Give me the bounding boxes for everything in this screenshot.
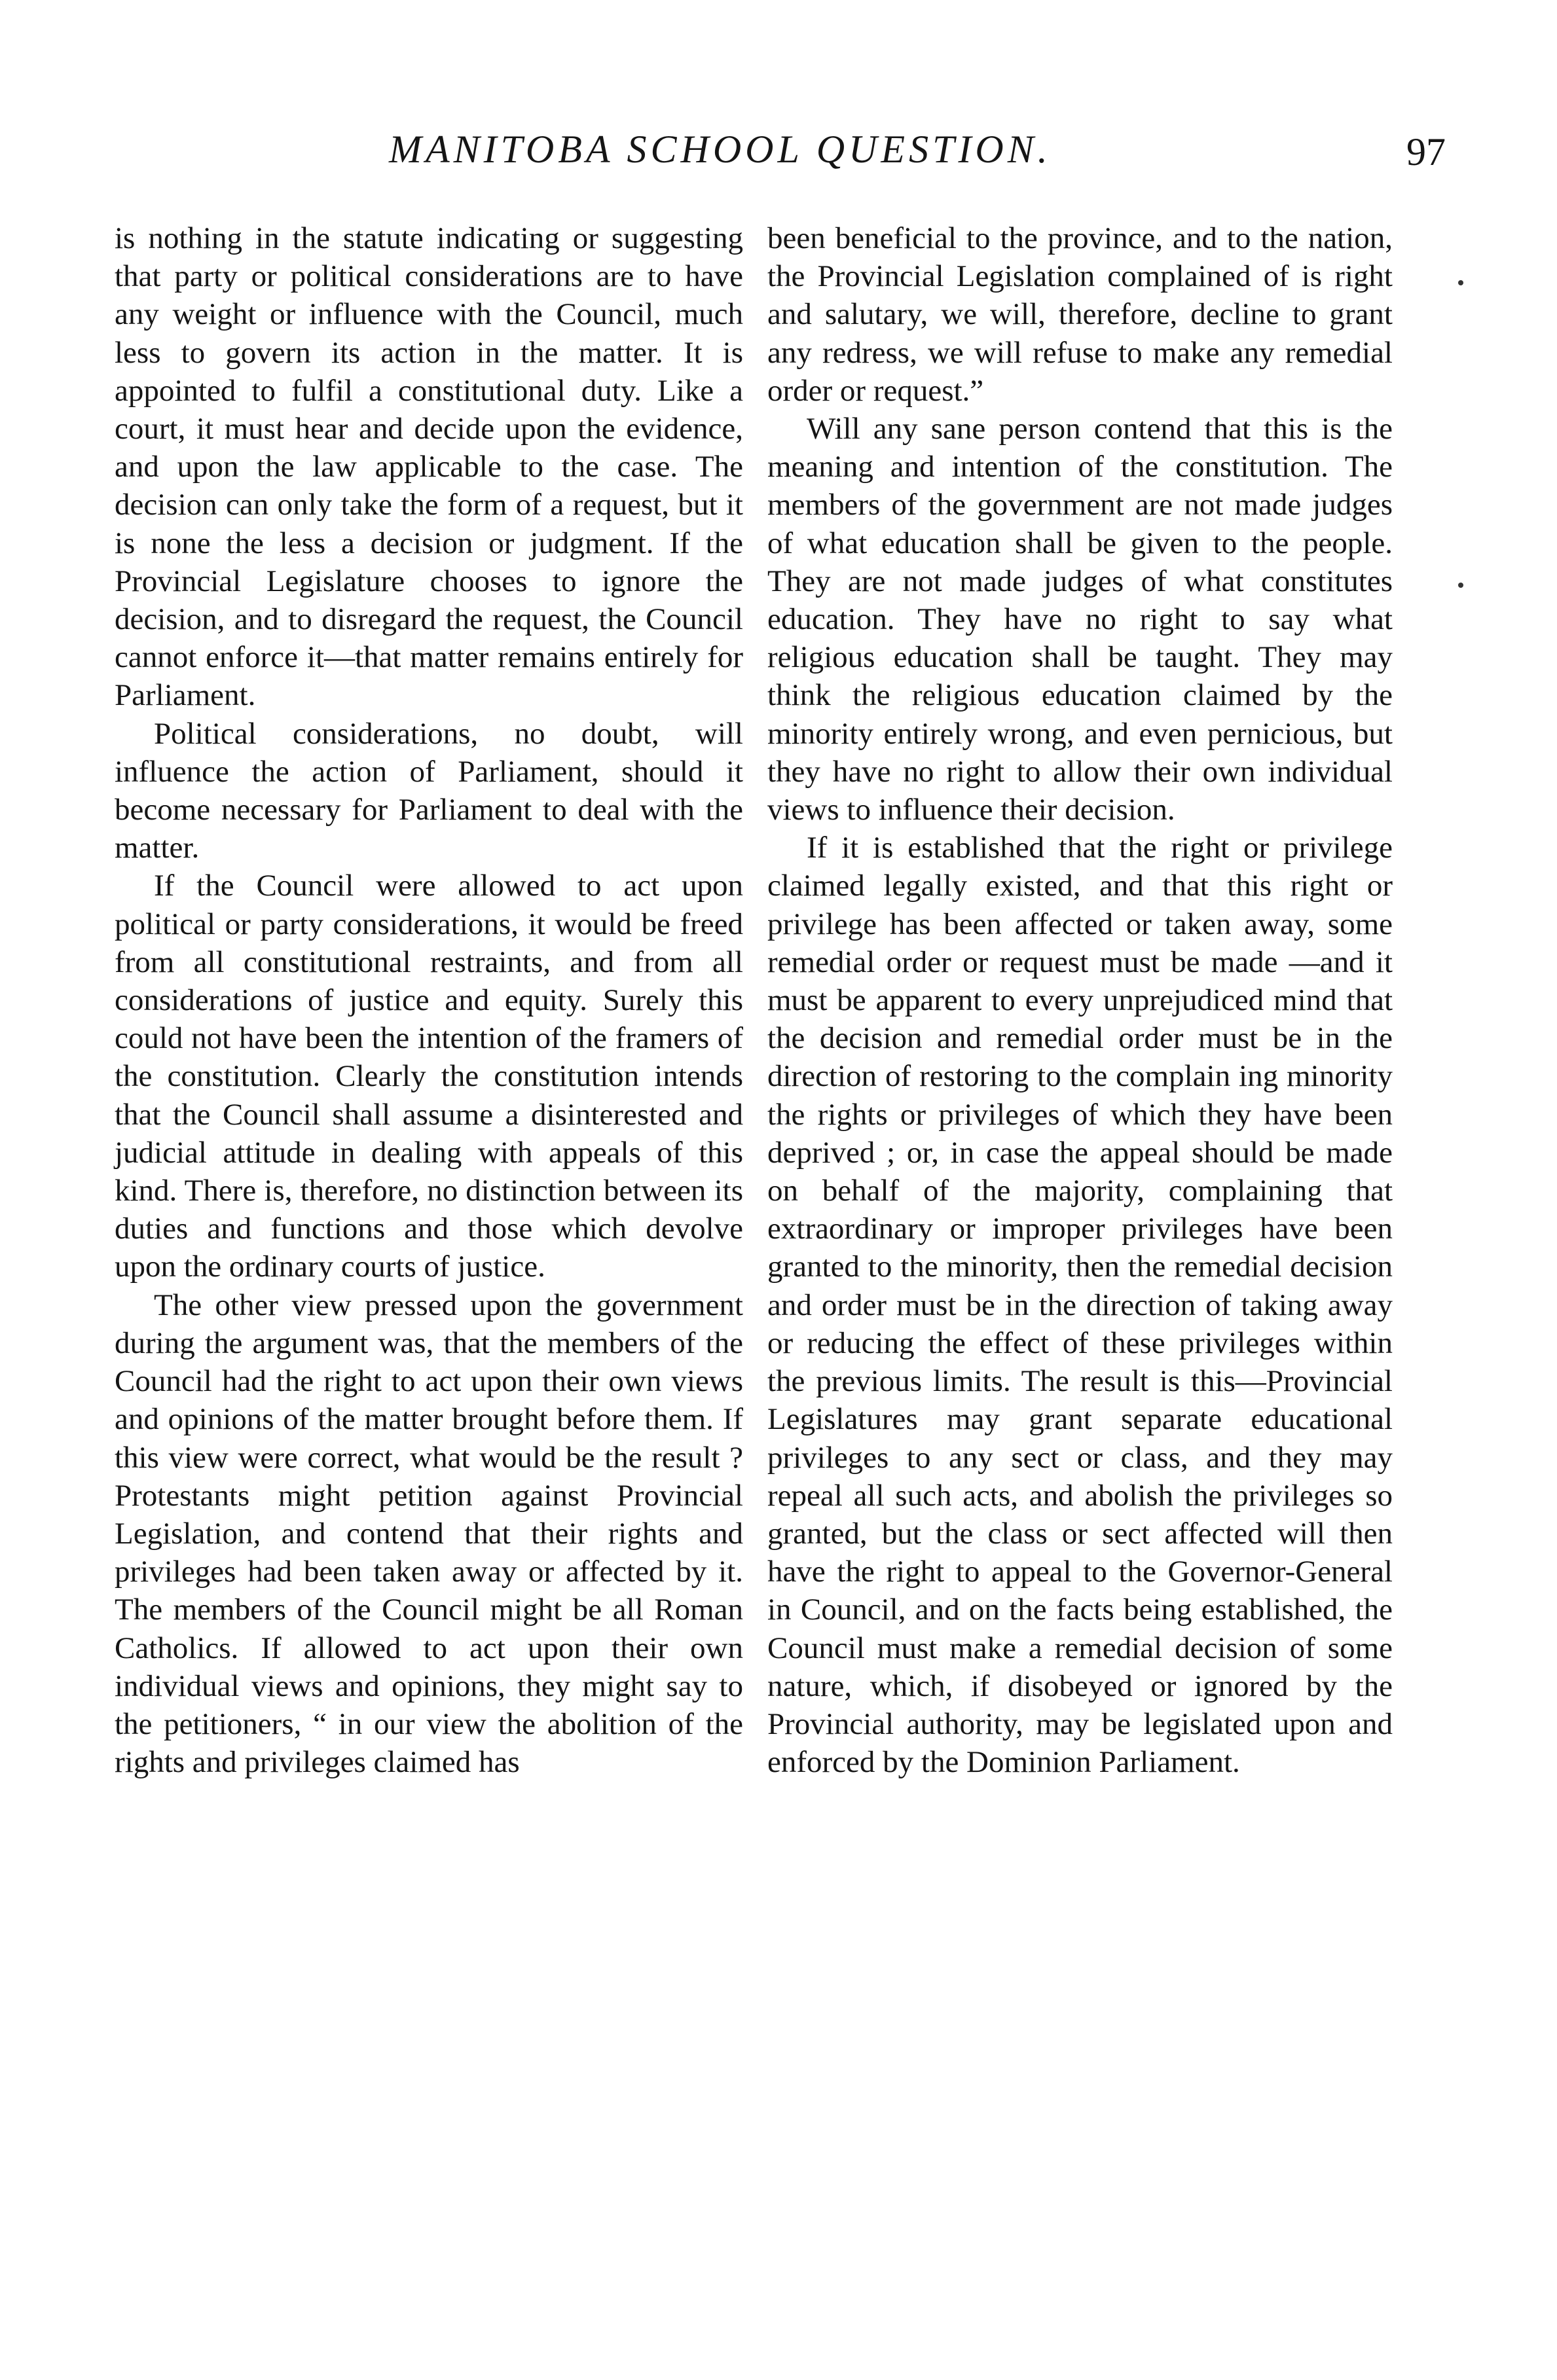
print-speck [1458,583,1463,588]
left-paragraph-2: Political considerations, no doubt, will influence the action of Parliament, should it become necessary for Parliament to deal with the matter. [115,716,743,865]
right-column [767,219,1393,1781]
page-number: 97 [1406,130,1446,173]
left-paragraph-3: If the Council were allowed to act upon political or party considerations, it would be freed from all constitutional restraints, and from all considerations of justice and equity. Surely this could not have been the intention of the framers of the constitution. Clearly the constitution intends that the Council shall assume a disinterested and judicial attitude in dealing with appeals of this kind. There is, therefore, no distinction between its duties and functions and those which devolve upon the ordinary courts of justice. [115,869,743,1284]
running-head-title: MANITOBA SCHOOL QUESTION. [389,128,1052,171]
left-paragraph-4: The other view pressed upon the government during the argument was, that the members of the Council had the right to act upon their own views and opinions of the matter brought before them. If this view were correct, what would be the result ? Protestants might petition against Provincial Legislation, and contend that their rights and privileges had been taken away or affected by it. The members of the Council might be all Roman Catholics. If allowed to act upon their own individual views and opinions, they might say to the petitioners, “ in our view the abolition of the rights and privileges claimed has [115,1288,743,1780]
left-paragraph-1: is nothing in the statute indicating or suggesting that party or political considerations are to have any weight or influence with the Council, much less to govern its action in the matter. It is appointed to fulfil a constitutional duty. Like a court, it must hear and decide upon the evidence, and upon the law applicable to the case. The decision can only take the form of a request, but it is none the less a decision or judgment. If the Provincial Legislature chooses to ignore the decision, and to disregard the request, the Council cannot enforce it—that matter remains entirely for Parliament. [115,221,743,713]
right-paragraph-1: been beneficial to the province, and to the nation, the Provincial Legislation complained of is right and salutary, we will, therefore, decline to grant any redress, we will refuse to make any remedial order or request.” [767,221,1393,408]
right-paragraph-3: If it is established that the right or privilege claimed legally existed, and that this right or privilege has been affected or taken away, some remedial order or request must be made —and it must be apparent to every unprejudiced mind that the decision and remedial order must be in the direction of restoring to the complain ing minority the rights or privileges of which they have been deprived ; or, in case the appeal should be made on behalf of the majority, complaining that extraordinary or improper privileges have been granted to the minority, then the remedial decision and order must be in the direction of taking away or reducing the effect of these privileges within the previous limits. The result is this—Provincial Legislatures may grant separate educational privileges to any sect or class, and they may repeal all such acts, and abolish the privileges so granted, but the class or sect affected will then have the right to appeal to the Governor-General in Council, and on the facts being established, the Council must make a remedial decision of some nature, which, if disobeyed or ignored by the Provincial authority, may be legislated upon and enforced by the Dominion Parliament. [767,831,1393,1780]
print-speck [1458,280,1463,285]
right-paragraph-2: Will any sane person contend that this is the meaning and intention of the constitution. The members of the government are not made judges of what education shall be given to the people. They are not made judges of what constitutes education. They have no right to say what religious education shall be taught. They may think the religious education claimed by the minority entirely wrong, and even pernicious, but they have no right to allow their own individual views to influence their decision. [767,412,1393,827]
left-column [115,219,743,1781]
